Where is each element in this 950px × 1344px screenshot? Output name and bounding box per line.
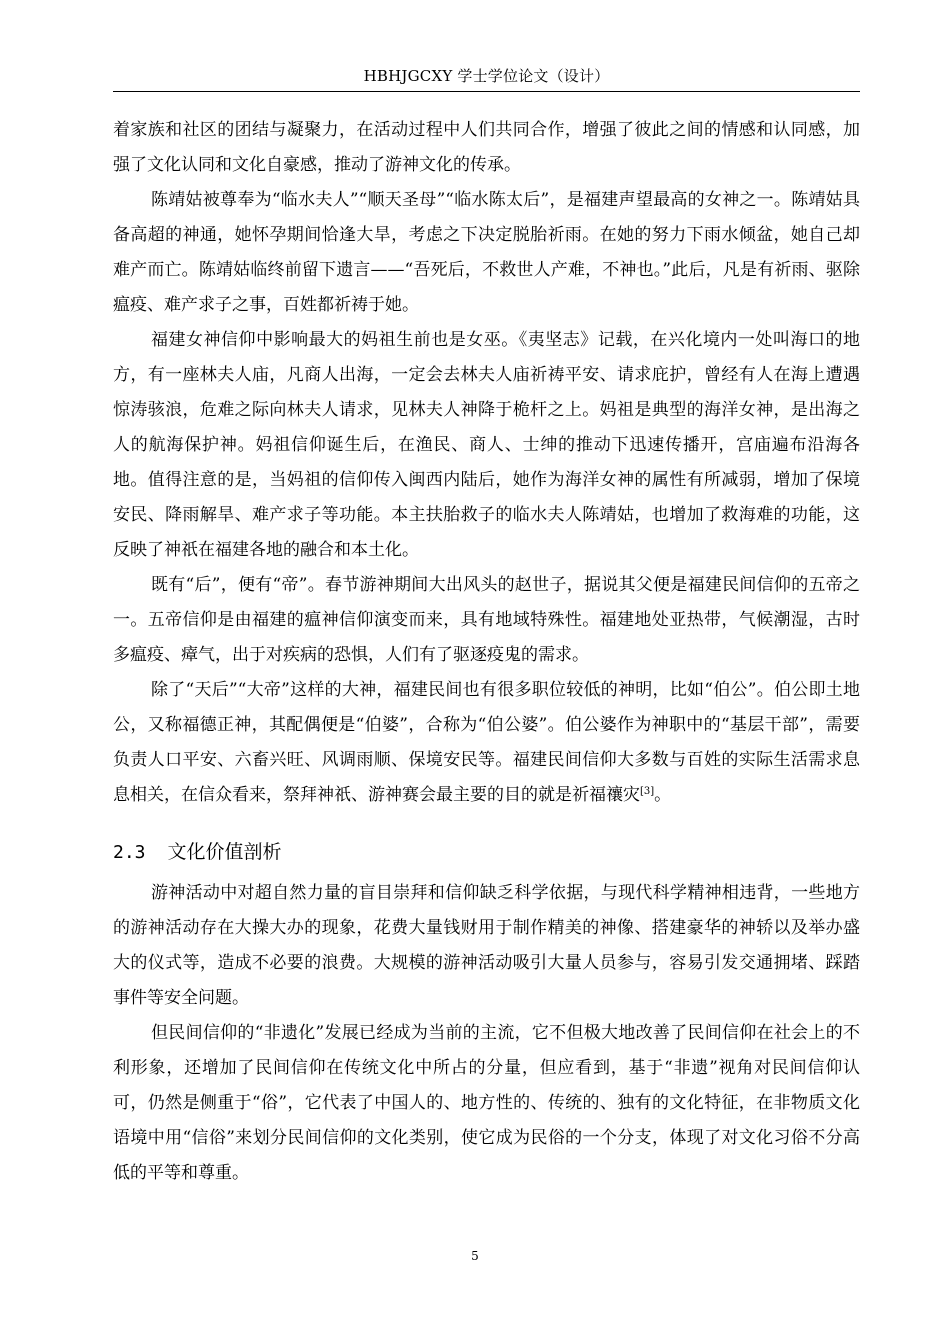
page-number: 5 bbox=[471, 1249, 479, 1263]
section-heading bbox=[113, 837, 860, 868]
paragraph: 既有“后”，便有“帝”。春节游神期间大出风头的赵世子，据说其父便是福建民间信仰的五帝之一。五帝信仰是由福建的瘟神信仰演变而来，具有地域特殊性。福建地处亚热带，气候潮湿，古时多瘟疫、瘴气，出于对疾病的恐惧，人们有了驱逐疫鬼的需求。 bbox=[113, 575, 860, 665]
paragraph-tail: 。 bbox=[654, 785, 672, 805]
paragraph: 游神活动中对超自然力量的盲目崇拜和信仰缺乏科学依据，与现代科学精神相违背，一些地方的游神活动存在大操大办的现象，花费大量钱财用于制作精美的神像、搭建豪华的神轿以及举办盛大的仪式等，造成不必要的浪费。大规模的游神活动吸引大量人员参与，容易引发交通拥堵、踩踏事件等安全问题。 bbox=[113, 883, 860, 1008]
section-title: 文化价值剖析 bbox=[167, 841, 282, 863]
paragraph: 着家族和社区的团结与凝聚力，在活动过程中人们共同合作，增强了彼此之间的情感和认同感，加强了文化认同和文化自豪感，推动了游神文化的传承。 bbox=[113, 120, 860, 175]
citation-marker[interactable]: [3] bbox=[640, 786, 655, 797]
body-text bbox=[113, 113, 860, 1191]
header-rule bbox=[113, 91, 860, 92]
section-number: 2.3 bbox=[113, 842, 146, 863]
paragraph: 福建女神信仰中影响最大的妈祖生前也是女巫。《夷坚志》记载，在兴化境内一处叫海口的地方，有一座林夫人庙，凡商人出海，一定会去林夫人庙祈祷平安、请求庇护，曾经有人在海上遭遇惊涛骇浪，危难之际向林夫人请求，见林夫人神降于桅杆之上。妈祖是典型的海洋女神，是出海之人的航海保护神。妈祖信仰诞生后，在渔民、商人、士绅的推动下迅速传播开，宫庙遍布沿海各地。值得注意的是，当妈祖的信仰传入闽西内陆后，她作为海洋女神的属性有所减弱，增加了保境安民、降雨解旱、难产求子等功能。本主扶胎救子的临水夫人陈靖姑，也增加了救海难的功能，这反映了神祇在福建各地的融合和本土化。 bbox=[113, 330, 860, 560]
paragraph: 陈靖姑被尊奉为“临水夫人”“顺天圣母”“临水陈太后”，是福建声望最高的女神之一。陈靖姑具备高超的神通，她怀孕期间恰逢大旱，考虑之下决定脱胎祈雨。在她的努力下雨水倾盆，她自己却难产而亡。陈靖姑临终前留下遗言——“吾死后，不救世人产难，不神也。”此后，凡是有祈雨、驱除瘟疫、难产求子之事，百姓都祈祷于她。 bbox=[113, 190, 860, 315]
running-header: HBHJGCXY 学士学位论文（设计） bbox=[363, 67, 610, 85]
paragraph-text: 除了“天后”“大帝”这样的大神，福建民间也有很多职位较低的神明，比如“伯公”。伯公即土地公，又称福德正神，其配偶便是“伯婆”，合称为“伯公婆”。伯公婆作为神职中的“基层干部”，需要负责人口平安、六畜兴旺、风调雨顺、保境安民等。福建民间信仰大多数与百姓的实际生活需求息息相关，在信众看来，祭拜神祇、游神赛会最主要的目的就是祈福禳灾 bbox=[113, 680, 860, 805]
paragraph-with-citation bbox=[113, 673, 860, 813]
paragraph: 但民间信仰的“非遗化”发展已经成为当前的主流，它不但极大地改善了民间信仰在社会上的不利形象，还增加了民间信仰在传统文化中所占的分量，但应看到，基于“非遗”视角对民间信仰认可，仍然是侧重于“俗”，它代表了中国人的、地方性的、传统的、独有的文化特征，在非物质文化语境中用“信俗”来划分民间信仰的文化类别，使它成为民俗的一个分支，体现了对文化习俗不分高低的平等和尊重。 bbox=[113, 1023, 860, 1183]
